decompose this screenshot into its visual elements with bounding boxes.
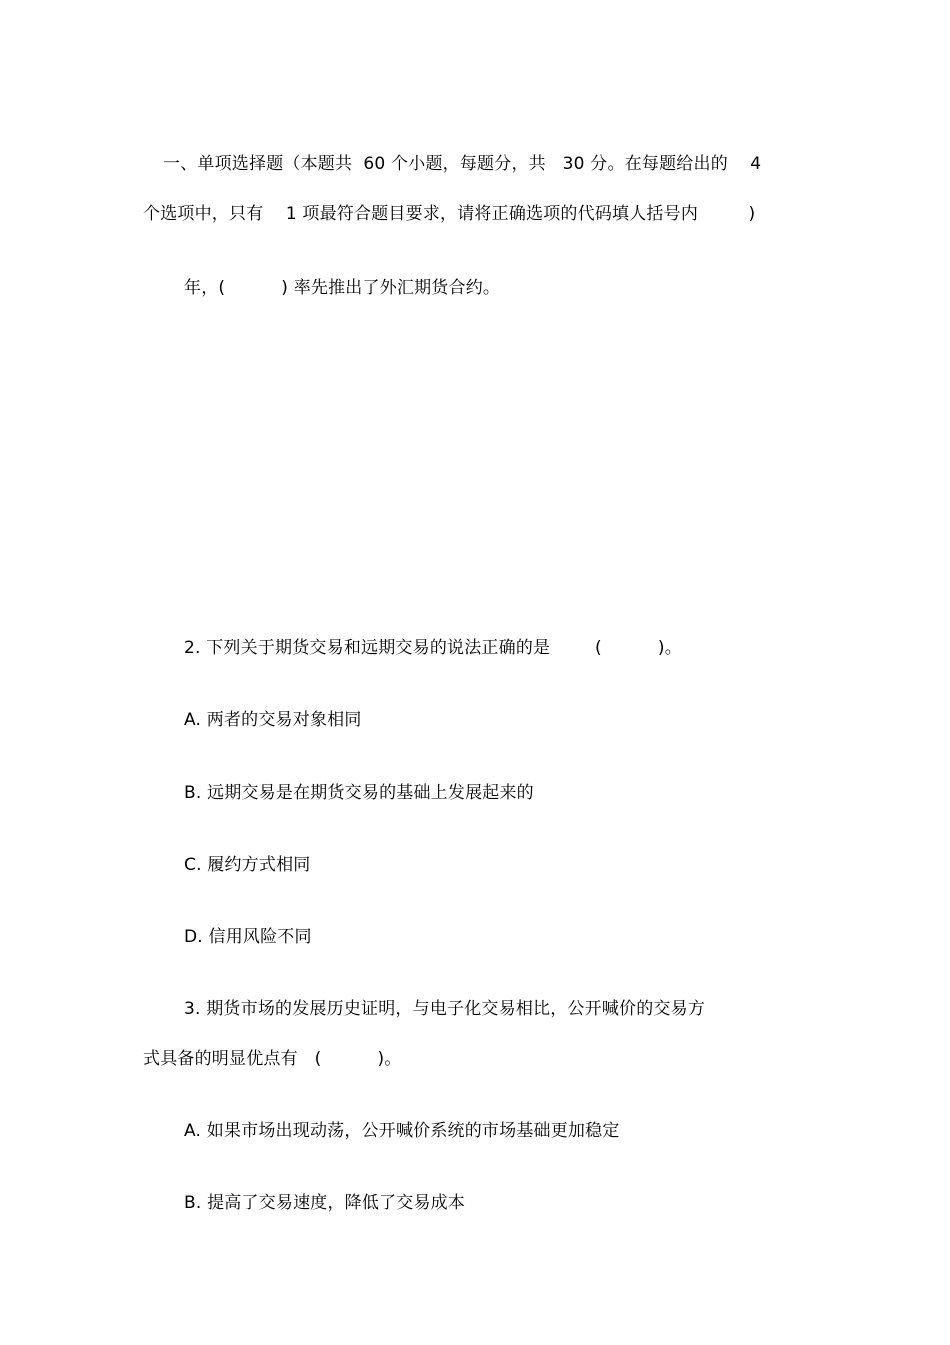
section-heading-line-2: 个选项中，只有 1 项最符合题目要求，请将正确选项的代码填人括号内 ) [143, 204, 756, 224]
question-3-stem-line-2: 式具备的明显优点有 ( )。 [143, 1049, 402, 1069]
question-2-option-d: D. 信用风险不同 [184, 927, 312, 947]
question-2-option-b: B. 远期交易是在期货交易的基础上发展起来的 [184, 783, 534, 803]
question-2-option-a: A. 两者的交易对象相同 [184, 710, 362, 730]
question-3-option-a: A. 如果市场出现动荡，公开喊价系统的市场基础更加稳定 [184, 1121, 620, 1141]
question-1-stem: 年，( ) 率先推出了外汇期货合约。 [184, 278, 501, 298]
question-3-stem-line-1: 3. 期货市场的发展历史证明，与电子化交易相比，公开喊价的交易方 [184, 999, 706, 1019]
question-3-option-b: B. 提高了交易速度，降低了交易成本 [184, 1193, 466, 1213]
section-heading-line-1: 一、单项选择题（本题共 60 个小题，每题分，共 30 分。在每题给出的 4 [163, 154, 762, 174]
question-2-option-c: C. 履约方式相同 [184, 855, 311, 875]
question-2-stem: 2. 下列关于期货交易和远期交易的说法正确的是 ( )。 [184, 638, 682, 658]
